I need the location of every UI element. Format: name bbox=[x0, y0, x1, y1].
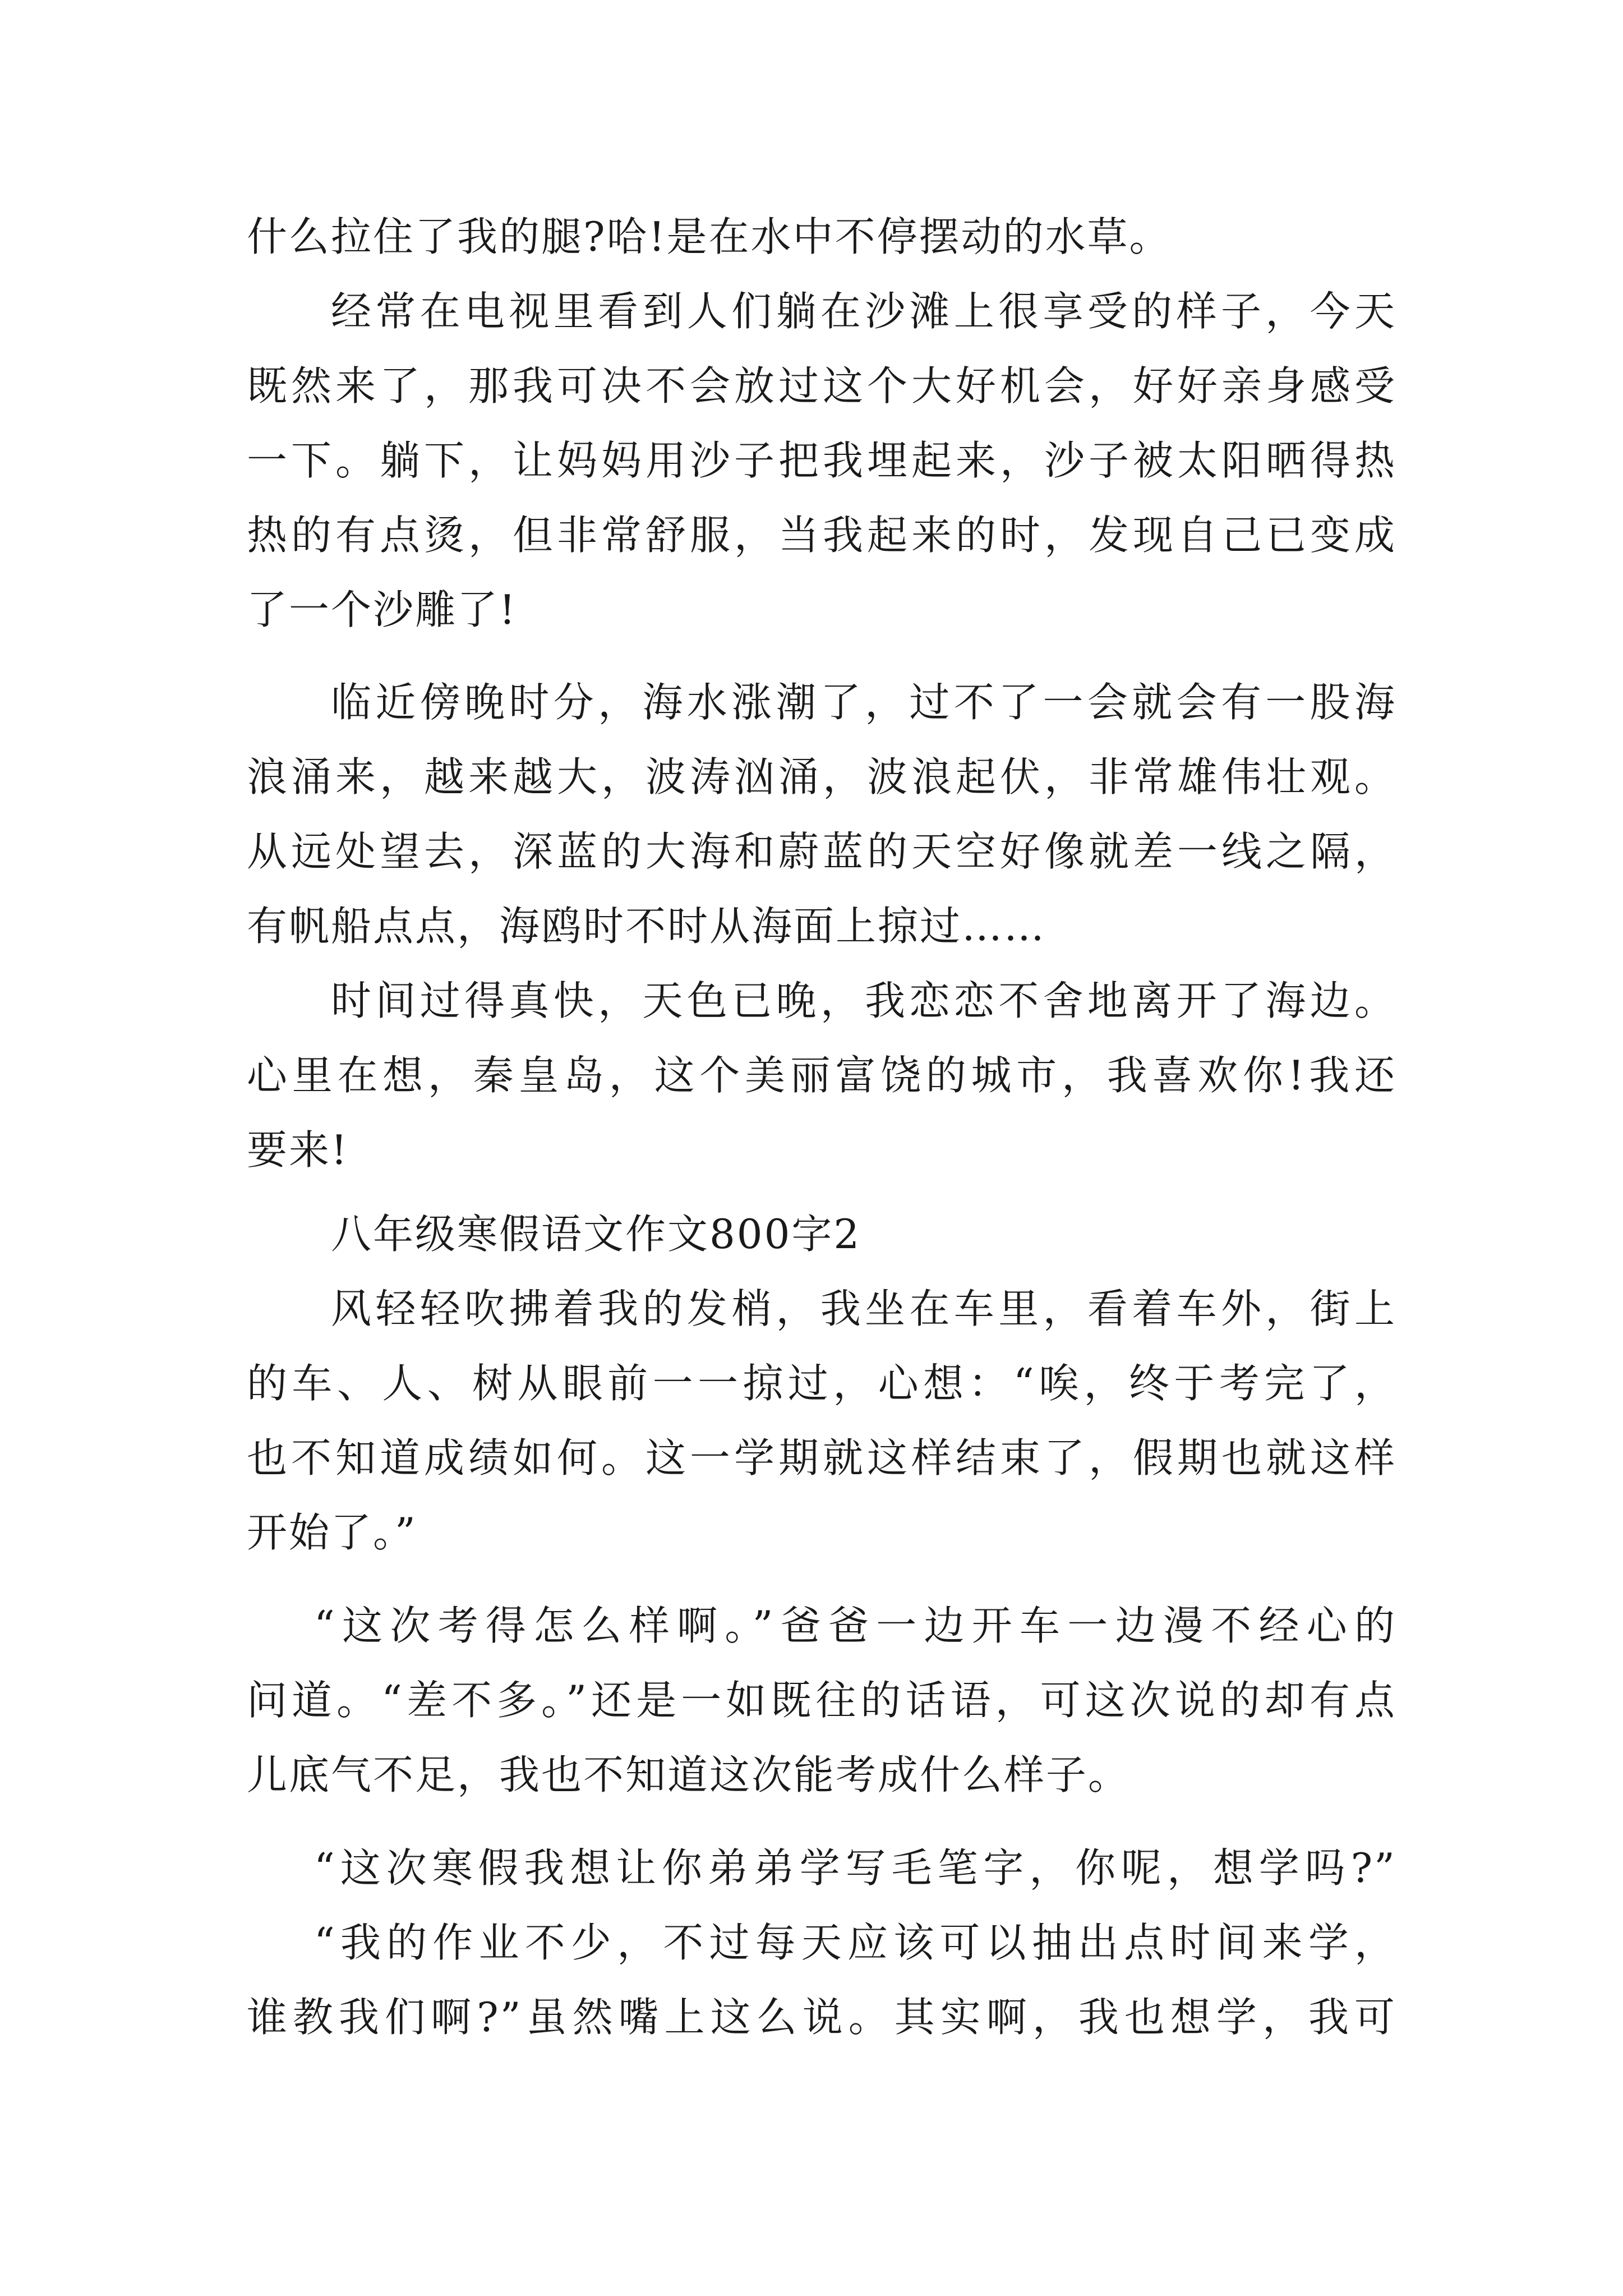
section-heading: 八年级寒假语文作文800字2 bbox=[331, 1211, 861, 1258]
text-line-17: 也不知道成绩如何。这一学期就这样结束了，假期也就这样 bbox=[247, 1434, 1396, 1481]
text-line-12: 心里在想，秦皇岛，这个美丽富饶的城市，我喜欢你!我还 bbox=[247, 1052, 1396, 1099]
text-line-18: 开始了。” bbox=[247, 1509, 417, 1556]
text-line-23: “我的作业不少，不过每天应该可以抽出点时间来学， bbox=[314, 1919, 1396, 1966]
text-line-10: 有帆船点点，海鸥时不时从海面上掠过…… bbox=[247, 903, 1046, 950]
text-line-4: 一下。躺下，让妈妈用沙子把我埋起来，沙子被太阳晒得热 bbox=[247, 437, 1396, 484]
text-line-21: 儿底气不足，我也不知道这次能考成什么样子。 bbox=[247, 1751, 1131, 1798]
text-line-2: 经常在电视里看到人们躺在沙滩上很享受的样子，今天 bbox=[331, 288, 1396, 335]
text-line-19: “这次考得怎么样啊。”爸爸一边开车一边漫不经心的 bbox=[314, 1602, 1396, 1649]
text-line-11: 时间过得真快，天色已晚，我恋恋不舍地离开了海边。 bbox=[331, 977, 1396, 1024]
text-line-13: 要来! bbox=[247, 1126, 349, 1174]
text-line-20: 问道。“差不多。”还是一如既往的话语，可这次说的却有点 bbox=[247, 1677, 1396, 1724]
text-line-8: 浪涌来，越来越大，波涛汹涌，波浪起伏，非常雄伟壮观。 bbox=[247, 753, 1396, 800]
text-line-1: 什么拉住了我的腿?哈!是在水中不停摆动的水草。 bbox=[247, 213, 1172, 260]
text-line-3: 既然来了，那我可决不会放过这个大好机会，好好亲身感受 bbox=[247, 362, 1396, 409]
text-line-15: 风轻轻吹拂着我的发梢，我坐在车里，看着车外，街上 bbox=[331, 1285, 1396, 1332]
text-line-6: 了一个沙雕了! bbox=[247, 586, 517, 633]
text-line-24: 谁教我们啊?”虽然嘴上这么说。其实啊，我也想学，我可 bbox=[247, 1994, 1396, 2041]
text-line-16: 的车、人、树从眼前一一掠过，心想：“唉，终于考完了， bbox=[247, 1360, 1396, 1407]
text-line-5: 热的有点烫，但非常舒服，当我起来的时，发现自己已变成 bbox=[247, 512, 1396, 559]
text-line-22: “这次寒假我想让你弟弟学写毛笔字，你呢，想学吗?” bbox=[314, 1844, 1396, 1892]
text-line-9: 从远处望去，深蓝的大海和蔚蓝的天空好像就差一线之隔， bbox=[247, 828, 1396, 875]
text-line-7: 临近傍晚时分，海水涨潮了，过不了一会就会有一股海 bbox=[331, 679, 1396, 726]
